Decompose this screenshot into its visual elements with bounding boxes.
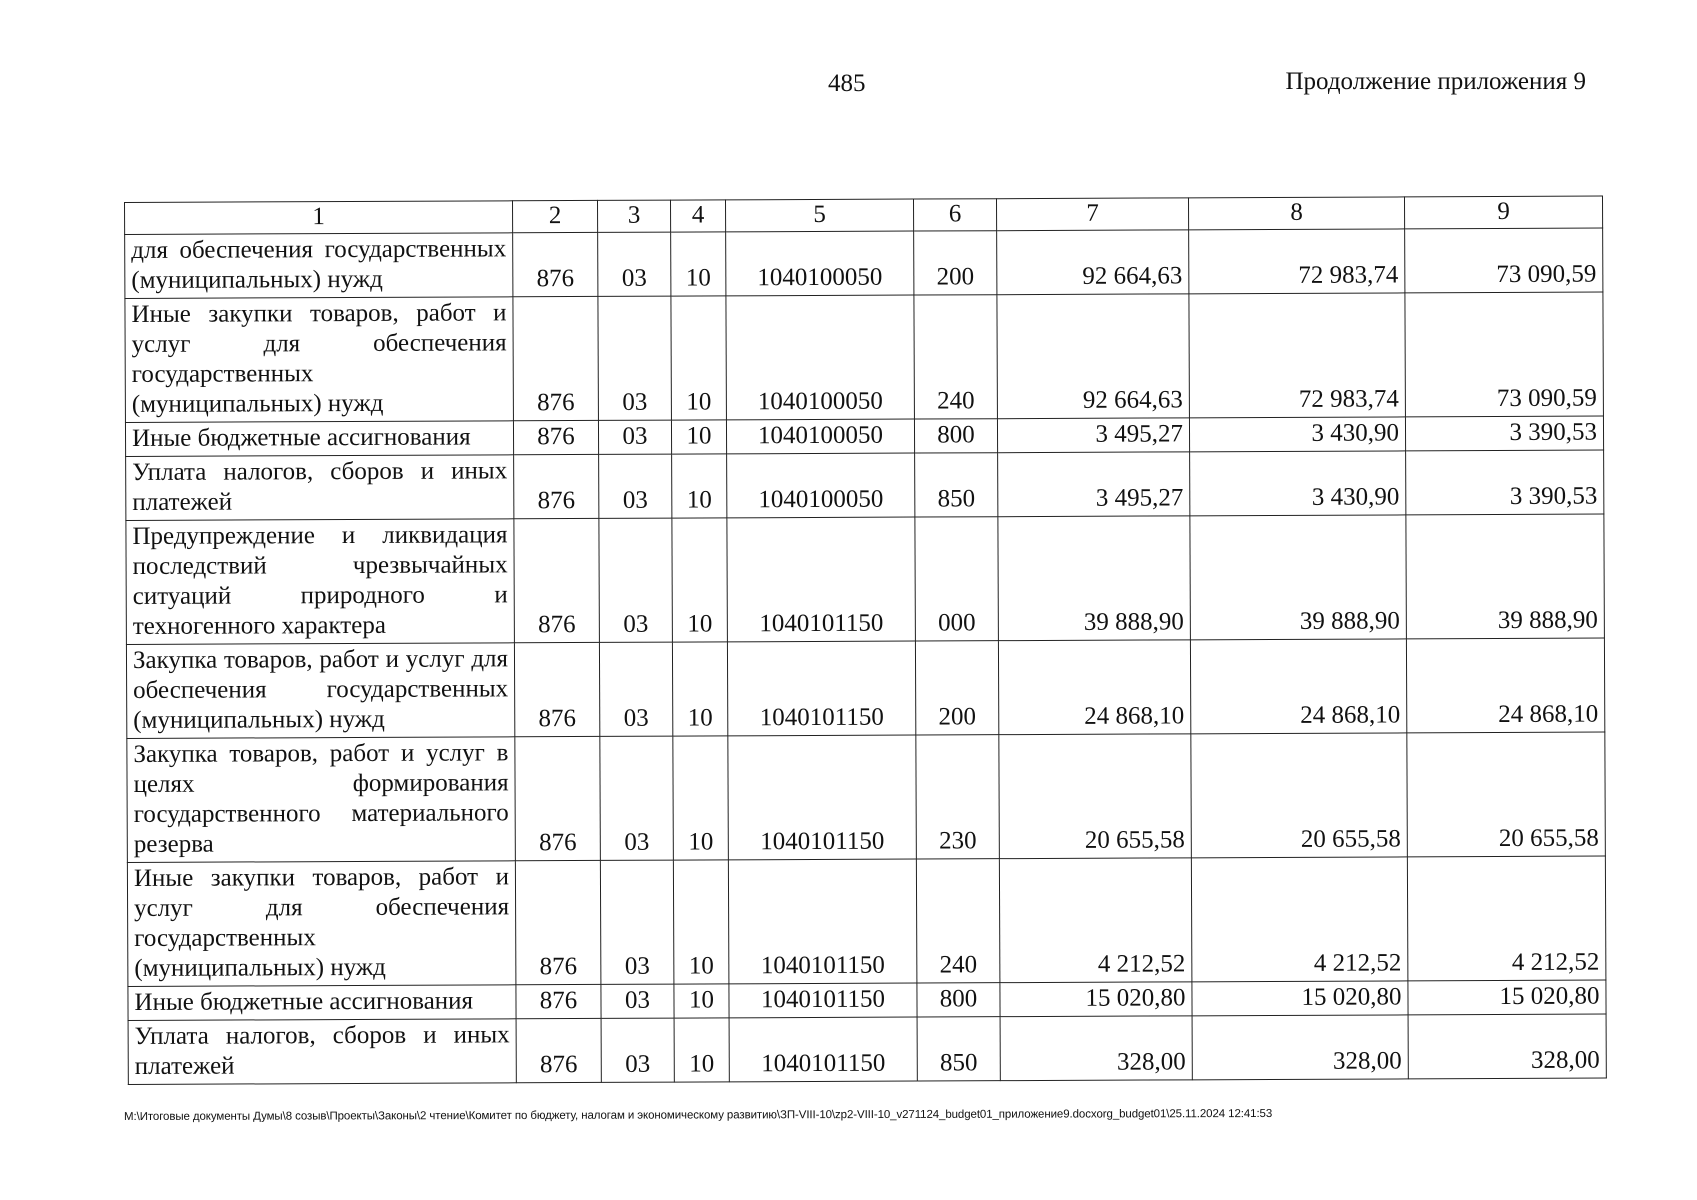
row-description: Уплата налогов, сборов и иных платежей (126, 455, 514, 521)
cell-amount-col9: 3 390,53 (1406, 450, 1604, 515)
column-header: 2 (512, 200, 597, 232)
cell-amount-col9: 20 655,58 (1407, 732, 1606, 857)
cell-target-article: 1040101150 (727, 517, 916, 642)
column-header: 6 (913, 199, 996, 231)
row-description: Закупка товаров, работ и услуг в целях формирования государственного материального резерва (127, 737, 516, 863)
cell-ministry-code: 876 (514, 518, 600, 642)
cell-expense-type: 200 (914, 231, 997, 295)
cell-amount-col9: 73 090,59 (1405, 228, 1603, 293)
cell-ministry-code: 876 (513, 232, 598, 296)
cell-amount-col7: 3 495,27 (997, 418, 1189, 453)
cell-section: 03 (599, 518, 673, 642)
cell-amount-col7: 3 495,27 (998, 452, 1190, 517)
cell-expense-type: 240 (916, 859, 1000, 983)
cell-amount-col9: 4 212,52 (1407, 856, 1606, 981)
cell-target-article: 1040100050 (726, 231, 914, 296)
row-description: Иные бюджетные ассигнования (125, 421, 513, 457)
cell-ministry-code: 876 (515, 860, 601, 984)
cell-subsection: 10 (674, 984, 729, 1018)
cell-target-article: 1040101150 (729, 1017, 917, 1082)
cell-amount-col7: 20 655,58 (999, 734, 1192, 859)
cell-expense-type: 240 (914, 295, 998, 419)
cell-section: 03 (600, 736, 674, 860)
cell-amount-col9: 24 868,10 (1406, 638, 1604, 733)
cell-amount-col9: 73 090,59 (1405, 292, 1604, 417)
table-row (127, 856, 1606, 986)
cell-amount-col8: 20 655,58 (1191, 733, 1408, 858)
cell-expense-type: 850 (917, 1017, 1000, 1081)
row-description: Предупреждение и ликвидация последствий чрезвычайных ситуаций природного и техногенного характера (126, 519, 515, 645)
table-row (126, 638, 1604, 738)
column-header: 8 (1188, 197, 1404, 230)
cell-section: 03 (598, 232, 671, 296)
cell-target-article: 1040101150 (727, 641, 915, 736)
cell-expense-type: 800 (917, 983, 1000, 1017)
cell-amount-col7: 92 664,63 (997, 294, 1190, 419)
cell-ministry-code: 876 (516, 984, 601, 1018)
cell-subsection: 10 (671, 296, 727, 420)
column-header: 9 (1404, 196, 1602, 229)
cell-subsection: 10 (672, 518, 728, 642)
cell-amount-col8: 4 212,52 (1191, 857, 1408, 982)
cell-section: 03 (601, 1018, 674, 1082)
cell-section: 03 (599, 454, 672, 518)
column-header: 7 (996, 198, 1188, 231)
cell-target-article: 1040100050 (726, 419, 914, 454)
cell-ministry-code: 876 (514, 642, 599, 736)
table-row (126, 450, 1604, 520)
row-description: для обеспечения государственных (муниципальных) нужд (125, 233, 513, 299)
row-description: Иные закупки товаров, работ и услуг для обеспечения государственных (муниципальных) нужд (127, 861, 516, 987)
cell-amount-col8: 3 430,90 (1190, 451, 1406, 516)
footer-file-path: М:\Итоговые документы Думы\8 созыв\Проекты\Законы\2 чтение\Комитет по бюджету, налогам и экономическому развитию\ЗП-VIII-10\zp2-VIII-10_v271124_budget01_приложение9.docxorg_budget01\25.11.2024 12:41:53 (124, 1107, 1273, 1123)
cell-amount-col9: 15 020,80 (1408, 980, 1606, 1015)
cell-target-article: 1040100050 (727, 453, 915, 518)
column-header: 1 (125, 201, 513, 235)
cell-subsection: 10 (671, 232, 726, 296)
cell-expense-type: 000 (915, 517, 999, 641)
cell-section: 03 (599, 642, 672, 736)
cell-section: 03 (601, 984, 674, 1018)
column-header: 4 (670, 200, 725, 232)
row-description: Уплата налогов, сборов и иных платежей (128, 1019, 516, 1085)
cell-amount-col7: 4 212,52 (999, 858, 1192, 983)
row-description: Иные бюджетные ассигнования (128, 985, 516, 1021)
cell-expense-type: 800 (914, 419, 997, 453)
table-row (126, 514, 1605, 644)
cell-amount-col7: 24 868,10 (998, 640, 1190, 735)
cell-amount-col7: 39 888,90 (998, 516, 1191, 641)
cell-target-article: 1040100050 (726, 295, 915, 420)
cell-section: 03 (598, 420, 671, 454)
cell-ministry-code: 876 (516, 1018, 601, 1082)
cell-amount-col7: 15 020,80 (1000, 982, 1192, 1017)
cell-ministry-code: 876 (514, 454, 599, 518)
cell-ministry-code: 876 (513, 296, 599, 420)
cell-amount-col8: 24 868,10 (1190, 639, 1406, 734)
cell-target-article: 1040101150 (729, 983, 917, 1018)
cell-amount-col9: 39 888,90 (1406, 514, 1605, 639)
cell-amount-col8: 72 983,74 (1189, 293, 1406, 418)
row-description: Закупка товаров, работ и услуг для обеспечения государственных (муниципальных) нужд (126, 643, 514, 739)
cell-amount-col7: 328,00 (1000, 1016, 1192, 1081)
cell-amount-col8: 3 430,90 (1189, 417, 1405, 452)
cell-expense-type: 850 (915, 453, 998, 517)
table-row (125, 292, 1604, 422)
cell-amount-col8: 72 983,74 (1189, 229, 1405, 294)
cell-amount-col9: 3 390,53 (1405, 416, 1603, 451)
budget-table (124, 196, 1607, 1085)
table-row (125, 228, 1603, 298)
cell-ministry-code: 876 (515, 736, 601, 860)
table-row (127, 732, 1606, 862)
cell-amount-col7: 92 664,63 (997, 230, 1189, 295)
table-body (125, 196, 1607, 1084)
cell-amount-col8: 15 020,80 (1192, 981, 1408, 1016)
cell-section: 03 (598, 296, 672, 420)
cell-subsection: 10 (674, 1018, 729, 1082)
cell-amount-col8: 328,00 (1192, 1015, 1408, 1080)
cell-target-article: 1040101150 (728, 735, 917, 860)
cell-amount-col9: 328,00 (1408, 1014, 1606, 1079)
cell-subsection: 10 (671, 420, 726, 454)
cell-ministry-code: 876 (513, 420, 598, 454)
table-row (128, 1014, 1606, 1084)
cell-subsection: 10 (673, 736, 729, 860)
row-description: Иные закупки товаров, работ и услуг для обеспечения государственных (муниципальных) нужд (125, 297, 514, 423)
column-header: 5 (725, 199, 913, 232)
cell-target-article: 1040101150 (728, 859, 917, 984)
continuation-label: Продолжение приложения 9 (1285, 68, 1586, 95)
cell-section: 03 (600, 860, 674, 984)
cell-expense-type: 200 (915, 641, 998, 735)
cell-subsection: 10 (672, 454, 727, 518)
page-number: 485 (828, 70, 866, 97)
cell-subsection: 10 (673, 860, 729, 984)
cell-subsection: 10 (672, 642, 727, 736)
cell-amount-col8: 39 888,90 (1190, 515, 1407, 640)
cell-expense-type: 230 (916, 735, 1000, 859)
column-header: 3 (597, 200, 670, 232)
